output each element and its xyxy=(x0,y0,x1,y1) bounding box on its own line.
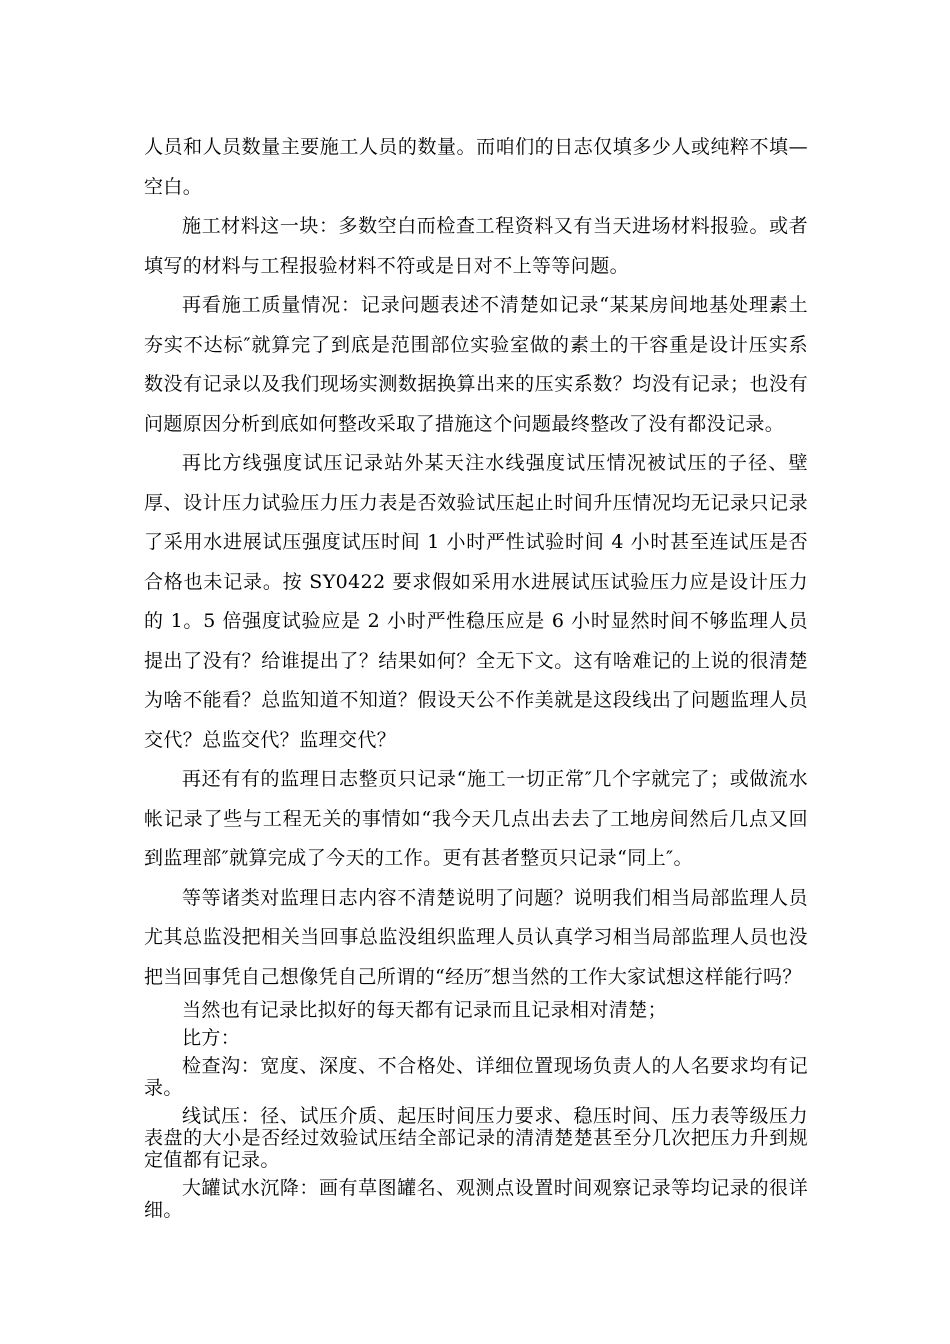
paragraph-construction-quality: 再看施工质量情况：记录问题表述不清楚如记录“某某房间地基处理素土夯实不达标″就算完了到底是范围部位实验室做的素土的干容重是设计压实系数没有记录以及我们现场实测数据换算出来的压实系数？均没有记录；也没有问题原因分析到底如何整改采取了措施这个问题最终整改了没有都没记录。 xyxy=(144,294,808,435)
paragraph-line-pressure-test: 线试压：径、试压介质、起压时间压力要求、稳压时间、压力表等级压力表盘的大小是否经过效验试压结全部记录的清清楚楚甚至分几次把压力升到规定值都有记录。 xyxy=(144,1105,808,1171)
paragraph-tank-settlement: 大罐试水沉降：画有草图罐名、观测点设置时间观察记录等均记录的很详细。 xyxy=(144,1177,808,1221)
paragraph-staff-count: 人员和人员数量主要施工人员的数量。而咱们的日志仅填多少人或纯粹不填—空白。 xyxy=(144,136,808,198)
document-body xyxy=(144,128,808,1227)
paragraph-pressure-test: 再比方线强度试压记录站外某天注水线强度试压情况被试压的子径、壁厚、设计压力试验压力压力表是否效验试压起止时间升压情况均无记录只记录了采用水进展试压强度试压时间 1 小时严性试验时间 4 小时甚至连试压是否合格也未记录。按 SY0422 要求假如采用水进展试压试验压力应是设计压力的 1。5 倍强度试验应是 2 小时严性稳压应是 6 小时显然时间不够监理人员提出了没有？给谁提出了？结果如何？全无下文。这有啥难记的上说的很清楚为啥不能看？总监知道不知道？假设天公不作美就是这段线出了问题监理人员交代？总监交代？监理交代？ xyxy=(144,452,808,751)
paragraph-example-label: 比方： xyxy=(182,1027,241,1049)
paragraph-problem-summary: 等等诸类对监理日志内容不清楚说明了问题？说明我们相当局部监理人员尤其总监没把相关当回事总监没组织监理人员认真学习相当局部监理人员也没把当回事凭自己想像凭自己所谓的“经历″想当然的工作大家试想这样能行吗？ xyxy=(144,886,808,988)
paragraph-trench-inspection: 检查沟：宽度、深度、不合格处、详细位置现场负责人的人名要求均有记录。 xyxy=(144,1055,808,1099)
paragraph-log-all-normal: 再还有有的监理日志整页只记录“施工一切正常″几个字就完了；或做流水帐记录了些与工程无关的事情如“我今天几点出去去了工地房间然后几点又回到监理部″就算完成了今天的工作。更有甚者整页只记录“同上″。 xyxy=(144,768,808,869)
paragraph-good-records-intro: 当然也有记录比拟好的每天都有记录而且记录相对清楚； xyxy=(182,999,668,1021)
paragraph-construction-materials: 施工材料这一块：多数空白而检查工程资料又有当天进场材料报验。或者填写的材料与工程报验材料不符或是日对不上等等问题。 xyxy=(144,215,808,277)
